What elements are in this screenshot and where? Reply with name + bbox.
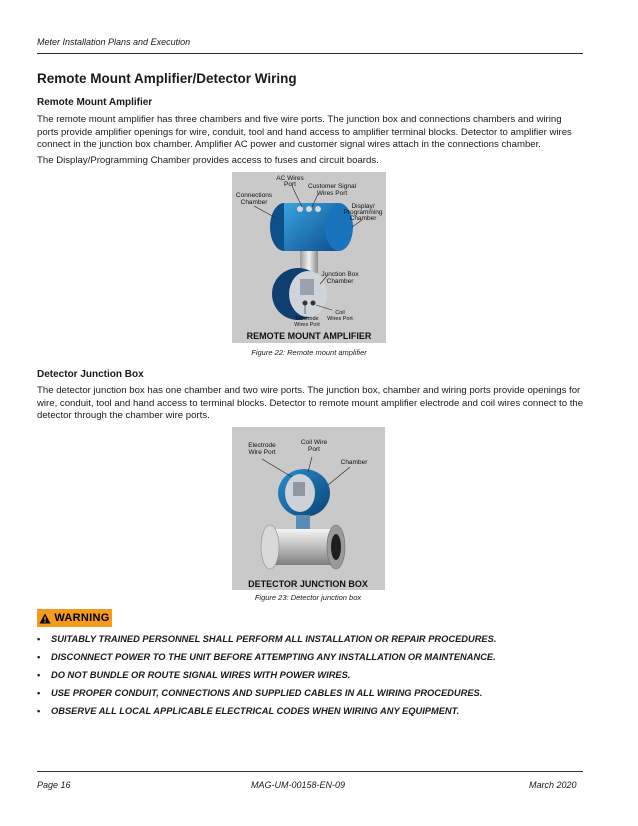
label-customer-signal: Customer Signal [307,183,357,190]
wire-port-3 [315,206,321,212]
figure2-title: DETECTOR JUNCTION BOX [248,579,368,589]
section-title: Remote Mount Amplifier/Detector Wiring [37,71,297,86]
figure-detector-junction-box [232,427,385,590]
wire-port-2 [306,206,312,212]
label-ac-wires: AC Wires [276,175,304,182]
label-connections: Connections [235,192,273,199]
running-header: Meter Installation Plans and Execution [37,37,191,47]
label-chamber: Chamber [340,459,368,466]
figure2-caption: Figure 23: Detector junction box [254,593,362,602]
figure-remote-mount-amplifier [232,172,386,343]
header-rule [37,53,583,54]
warning-triangle-icon [39,613,51,624]
label-electrode-port: Wires Port [294,322,320,328]
detector-terminal-block [293,482,305,496]
pipe-bore [331,534,341,560]
warning-item: • DISCONNECT POWER TO THE UNIT BEFORE ATTEMPTING ANY INSTALLATION OR MAINTENANCE. [37,648,597,666]
warning-list [37,630,597,720]
footer-rule [37,771,583,772]
warning-item: • SUITABLY TRAINED PERSONNEL SHALL PERFORM ALL INSTALLATION OR REPAIR PROCEDURES. [37,630,597,648]
label-customer-signal-port: Wires Port [316,190,348,197]
label-display-chamber: Chamber [349,215,377,222]
subsection-title-amplifier: Remote Mount Amplifier [37,97,153,108]
terminal-block [300,279,314,295]
label-electrode-wire-port: Wire Port [248,449,276,456]
inlet-flange [261,525,279,569]
label-ac-wires-port: Port [284,181,296,188]
warning-badge [37,609,112,627]
footer-date: March 2020 [529,780,577,790]
footer-page-number: Page 16 [37,780,71,790]
coil-port-dot [311,301,316,306]
electrode-port-dot [303,301,308,306]
figure1-title: REMOTE MOUNT AMPLIFIER [246,331,372,341]
label-coil-wire: Coil Wire [300,439,328,446]
subsection-title-detector: Detector Junction Box [37,369,144,380]
label-electrode: Electrode [295,316,319,322]
label-junction-box-chamber: Chamber [326,278,354,285]
detector-neck [296,515,310,529]
label-junction-box: Junction Box [321,271,359,278]
label-connections-chamber: Chamber [240,199,268,206]
label-coil-port: Wires Port [327,316,353,322]
amplifier-paragraph: The remote mount amplifier has three chambers and five wire ports. The junction box and connections chambers and wiring ports provide amplifier openings for wire, conduit, tool and hand access to amplifier terminal blocks. Detector to amplifier wires connect in the junction box chamber. Amplifier AC power and customer signal wires attach in the connections chamber. [37,114,572,150]
display-chamber-paragraph: The Display/Programming Chamber provides access to fuses and circuit boards. [37,155,379,166]
label-programming: Programming [343,209,383,216]
detector-body [270,529,336,565]
label-display: Display/ [351,203,375,210]
label-electrode: Electrode [248,442,276,449]
detector-paragraph: The detector junction box has one chamber and two wire ports. The junction box, chamber and wiring ports provide openings for wire, conduit, tool and hand access to terminal blocks. Detector to remote mount amplifier electrode and coil wires connect to the detector through the chamber wire ports. [37,385,584,421]
warning-item: • DO NOT BUNDLE OR ROUTE SIGNAL WIRES WITH POWER WIRES. [37,666,597,684]
warning-item: • USE PROPER CONDUIT, CONNECTIONS AND SUPPLIED CABLES IN ALL WIRING PROCEDURES. [37,684,597,702]
footer-document-id: MAG-UM-00158-EN-09 [251,780,346,790]
warning-label: WARNING [54,612,110,624]
warning-item: • OBSERVE ALL LOCAL APPLICABLE ELECTRICAL CODES WHEN WIRING ANY EQUIPMENT. [37,702,597,720]
label-coil: Coil [335,310,345,316]
figure1-caption: Figure 22: Remote mount amplifier [251,348,367,357]
label-coil-wire-port: Port [308,446,320,453]
